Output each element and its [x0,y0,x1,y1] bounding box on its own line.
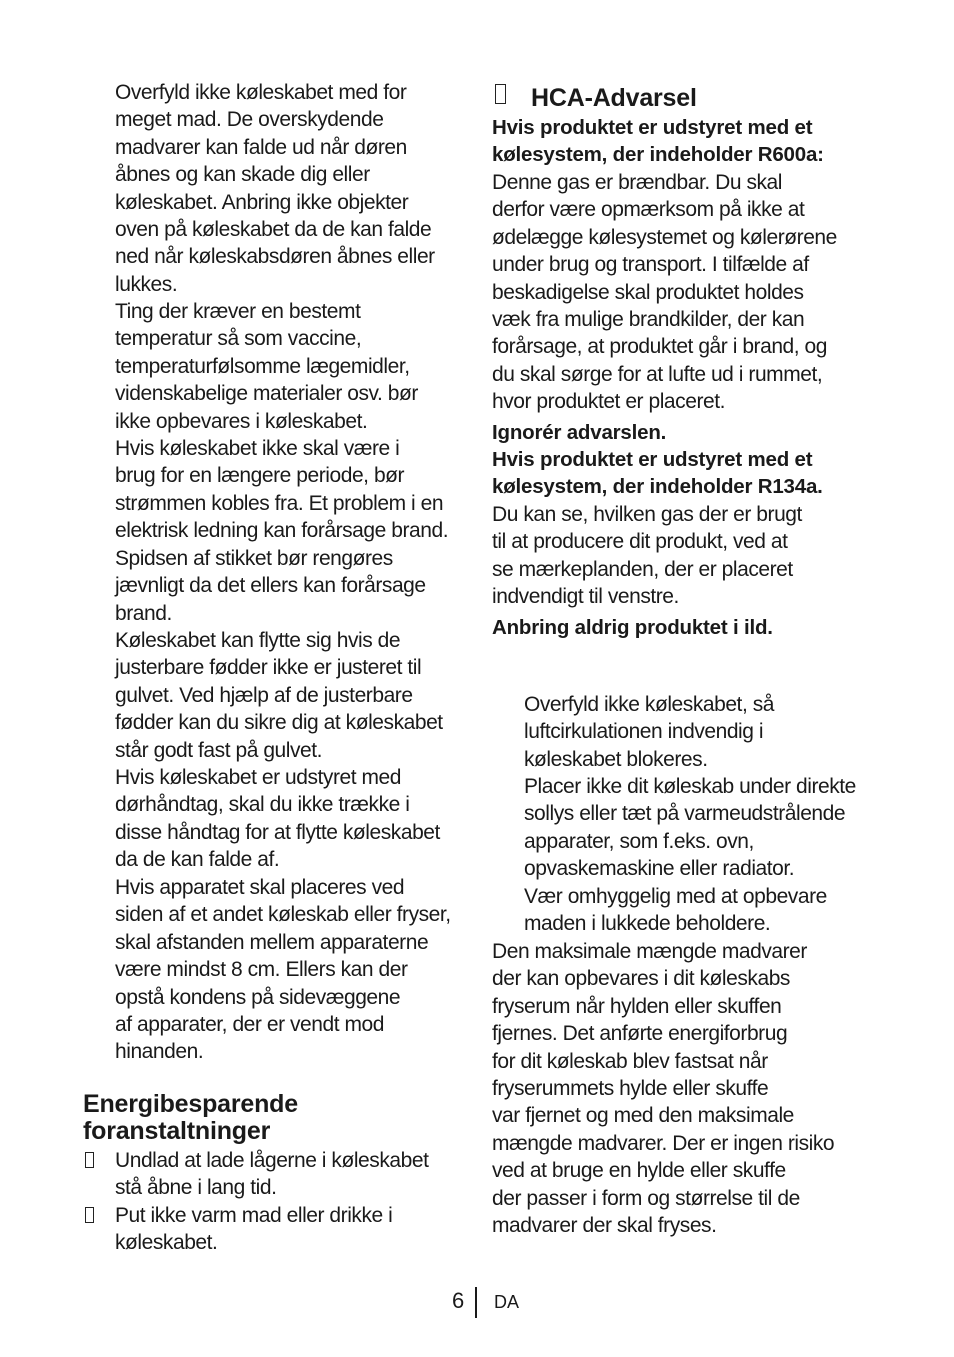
r134a-text: Du kan se, hvilken gas der er brugt til at producere dit produkt, ved at se mærkeplanden, der er placeret indvendigt til venstre. [492,503,802,609]
freezer-note: Den maksimale mængde madvarer der kan opbevares i dit køleskabs fryserum når hylden eller skuffen fjernes. Det anførte energiforbrug for dit køleskab blev fastsat når fryserummets hylde eller skuffe var fjernet og med den maksimale mængde madvarer. Der er ingen risiko ved at bruge en hylde eller skuffe der passer i form og størrelse til de madvarer der skal fryses. [492,940,835,1238]
paragraph-plug-cleaning: Spidsen af stikket bør rengøres jævnligt da det ellers kan forårsage brand. [115,547,426,625]
energy-bullet-hot-food: Put ikke varm mad eller drikke i køleskabet. [115,1204,393,1255]
paragraph-door-handles: Hvis køleskabet er udstyret med dørhåndtag, skal du ikke trække i disse håndtag for at flytte køleskabet da de kan falde af. [115,766,440,872]
r134a-intro: Hvis produktet er udstyret med et kølesystem, der indeholder R134a. [492,448,823,499]
r600a-text: Denne gas er brændbar. Du skal derfor være opmærksom på ikke at ødelægge kølesystemet og kølerørene under brug og transport. I tilfælde af beskadigelse skal produktet holdes væk fra mulige brandkilder, der kan forårsage, at produktet går i brand, og du skal sørge for at lufte ud i rummet, hvor produktet er placeret. [492,171,837,414]
footer-divider [475,1287,477,1318]
tip-containers: Vær omhyggelig med at opbevare maden i lukkede beholdere. [524,885,827,936]
paragraph-temperature-items: Ting der kræver en bestemt temperatur så som vaccine, temperaturfølsomme lægemidler, videnskabelige materialer osv. bør ikke opbevares i køleskabet. [115,300,418,433]
page-number: 6 [452,1288,465,1313]
hca-heading: HCA-Advarsel [531,84,697,112]
paragraph-overfill: Overfyld ikke køleskabet med for meget mad. De overskydende madvarer kan falde ud når døren åbnes og kan skade dig eller køleskabet. Anbring ikke objekter oven på køleskabet da de kan falde ned når køleskabsdøren åbnes eller lukkes. [115,81,435,296]
bullet-box-icon [85,1207,94,1223]
warning-box-icon [495,84,506,104]
bullet-box-icon [85,1152,94,1168]
energy-heading: Energibesparende foranstaltninger [83,1090,298,1145]
tip-overfill: Overfyld ikke køleskabet, så luftcirkulationen indvendig i køleskabet blokeres. [524,693,774,771]
paragraph-placement-distance: Hvis apparatet skal placeres ved siden af et andet køleskab eller fryser, skal afstanden mellem apparaterne være mindst 8 cm. Ellers kan der opstå kondens på sidevæggene af apparater, der er vendt mod hinanden. [115,876,451,1064]
never-fire-warning: Anbring aldrig produktet i ild. [492,616,773,639]
paragraph-adjustable-feet: Køleskabet kan flytte sig hvis de justerbare fødder ikke er justeret til gulvet. Ved hjælp af de justerbare fødder kan du sikre dig at køleskabet står godt fast på gulvet. [115,629,443,762]
r600a-intro: Hvis produktet er udstyret med et kølesystem, der indeholder R600a: [492,116,824,167]
tip-sunlight: Placer ikke dit køleskab under direkte sollys eller tæt på varmeudstrålende apparater, som f.eks. ovn, opvaskemaskine eller radiator. [524,775,856,881]
language-code: DA [494,1292,520,1312]
energy-bullet-doors: Undlad at lade lågerne i køleskabet stå åbne i lang tid. [115,1149,429,1200]
ignore-warning: Ignorér advarslen. [492,421,667,444]
paragraph-unplug: Hvis køleskabet ikke skal være i brug for en længere periode, bør strømmen kobles fra. Et problem i en elektrisk ledning kan forårsage brand. [115,437,449,543]
